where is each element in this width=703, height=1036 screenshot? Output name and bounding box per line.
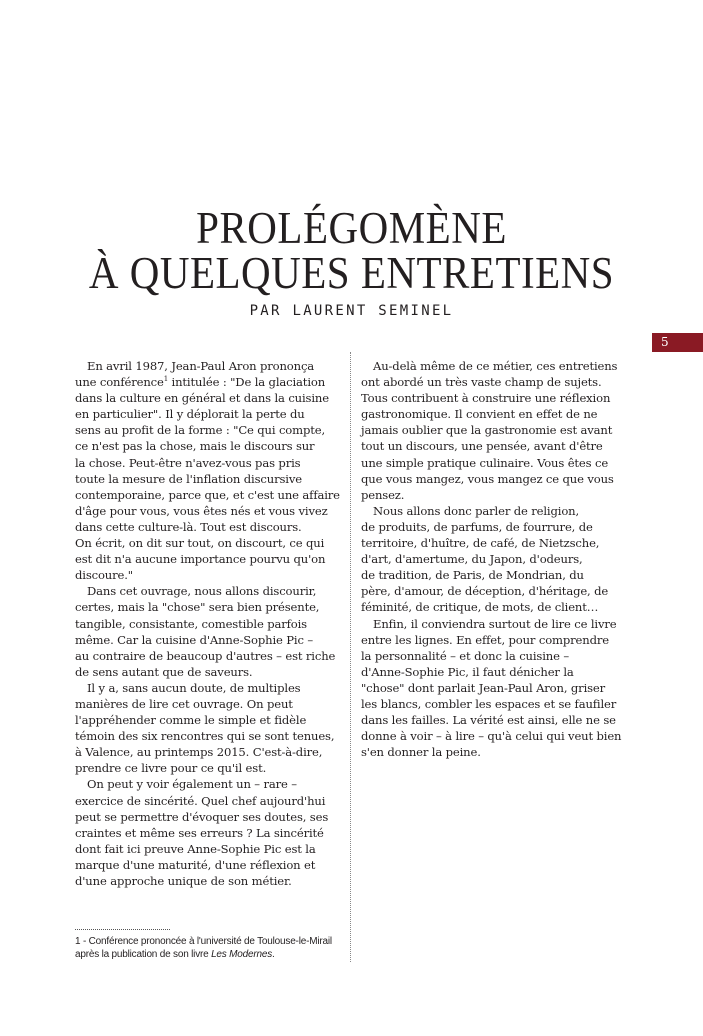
paragraph: Enfin, il conviendra surtout de lire ce livre entre les lignes. En effet, pour comprendre la personnalité – et donc la cuisine – d'Anne-Sophie Pic, il faut dénicher la "chose" dont parlait Jean-Paul Aron, griser les blancs, combler les espaces et se faufiler dans les failles. La vérité est ainsi, elle ne se donne à voir – à lire – qu'à celui qui veut bien s'en donner la peine.: [361, 616, 622, 760]
page-number: 5: [661, 335, 669, 349]
footnote-text: 1 - Conférence prononcée à l'université de Toulouse-le-Mirail après la publication de son livre: [75, 936, 332, 960]
left-column: [75, 358, 351, 889]
paragraph: Dans cet ouvrage, nous allons discourir, certes, mais la "chose" sera bien présente, tangible, consistante, comestible parfois même. Car la cuisine d'Anne-Sophie Pic – au contraire de beaucoup d'autres – est riche de sens autant que de saveurs.: [75, 584, 336, 679]
paragraph: Nous allons donc parler de religion, de produits, de parfums, de fourrure, de territoire, d'huître, de café, de Nietzsche, d'art, d'amertume, du Japon, d'odeurs, de tradition, de Paris, de Mondrian, du père, d'amour, de déception, d'héritage, de féminité, de critique, de mots, de client…: [361, 503, 609, 615]
title-line-1: PROLÉGOMÈNE: [196, 201, 507, 254]
title-line-2: À QUELQUES ENTRETIENS: [88, 246, 615, 298]
page-number-tab: [652, 333, 703, 352]
paragraph: On peut y voir également un – rare – exercice de sincérité. Quel chef aujourd'hui peut se permettre d'évoquer ses doutes, ses craintes et même ses erreurs ? La sincérité dont fait ici preuve Anne-Sophie Pic est la marque d'une maturité, d'une réflexion et d'une approche unique de son métier.: [75, 777, 329, 888]
footnote-reference: 1: [163, 375, 169, 384]
footnote-text-end: .: [272, 949, 275, 960]
paragraph: Il y a, sans aucun doute, de multiples manières de lire cet ouvrage. On peut l'appréhender comme le simple et fidèle témoin des six rencontres qui se sont tenues, à Valence, au printemps 2015. C'est-à-dire, prendre ce livre pour ce qu'il est.: [75, 680, 335, 776]
paragraph: Au-delà même de ce métier, ces entretiens ont abordé un très vaste champ de sujets. Tous contribuent à construire une réflexion gastronomique. Il convient en effet de ne jamais oublier que la gastronomie est avant tout un discours, une pensée, avant d'être une simple pratique culinaire. Vous êtes ce que vous mangez, vous mangez ce que vous pensez.: [361, 359, 618, 502]
footnote-rule: [75, 929, 170, 930]
author-byline: PAR LAURENT SEMINEL: [249, 303, 454, 319]
footnote-book-title: Les Modernes: [211, 949, 273, 960]
column-divider: [350, 352, 351, 962]
paragraph-text: intitulée : "De la glaciation dans la culture en général et dans la cuisine en particulier". Il y déplorait la perte du sens au profit de la forme : "Ce qui compte, ce n'est pas la chose, mais le discours sur la chose. Peut-être n'avez-vous pas pris toute la mesure de l'inflation discursive contemporaine, parce que, et c'est une affaire d'âge pour vous, vous êtes nés et vous vivez dans cette culture-là. Tout est discours. On écrit, on dit sur tout, on discourt, ce qui est dit n'a aucune importance pourvu qu'on discoure.": [75, 375, 340, 583]
page-title: [0, 201, 703, 298]
paragraph-text: En avril 1987, Jean-Paul Aron prononça une conférence: [75, 359, 315, 390]
paragraph: [75, 358, 351, 583]
footnote: [75, 935, 350, 961]
right-column: [361, 358, 637, 760]
